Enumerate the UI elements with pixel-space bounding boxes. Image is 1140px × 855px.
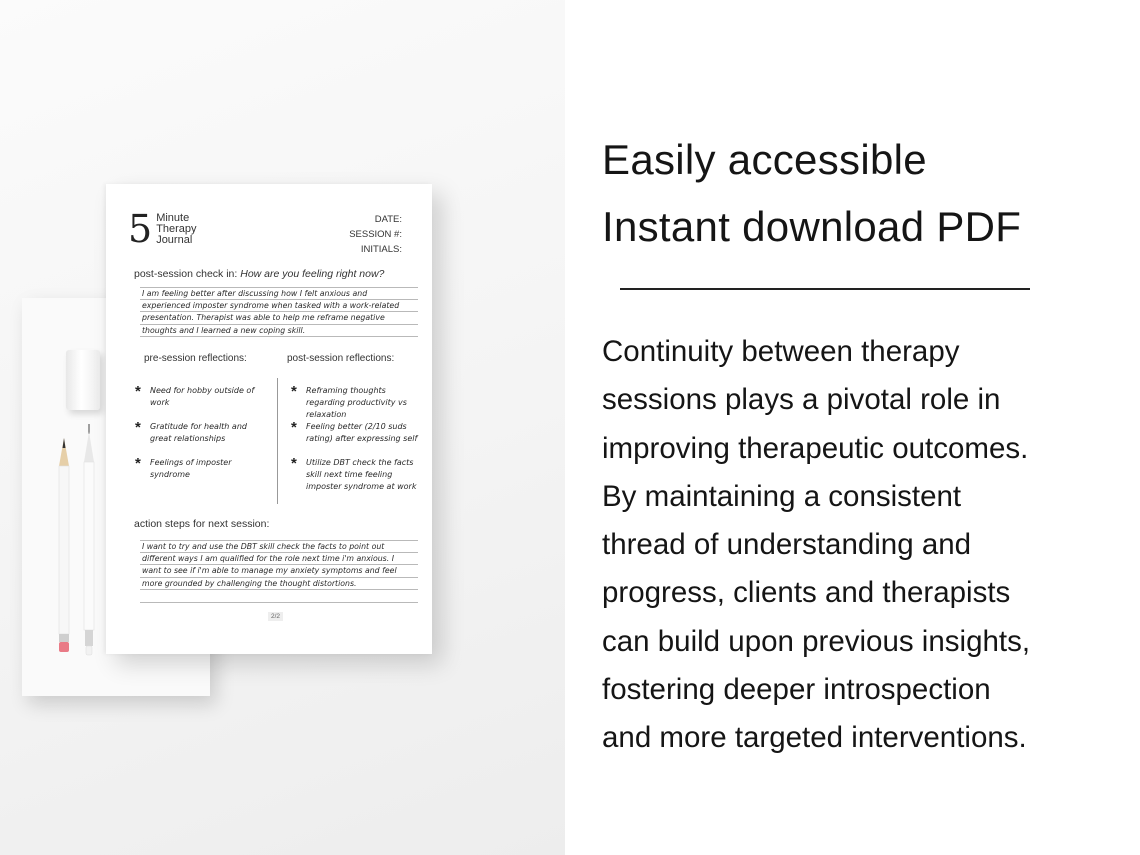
action-steps-heading: action steps for next session: [134,518,270,530]
check-in-question: How are you feeling right now? [240,268,385,280]
body-copy [602,328,1132,763]
headline [602,126,1021,260]
asterisk-icon: * [135,383,141,400]
asterisk-icon: * [291,455,297,472]
logo-line-3: Journal [156,233,193,246]
pre-reflection-text: Gratitude for health and great relationships [150,422,247,443]
action-step-line: want to see if i'm able to manage my anxiety symptoms and feel [140,565,418,578]
body-line: and more targeted interventions. [602,721,1027,755]
body-line: can build upon previous insights, [602,624,1031,658]
action-step-line: different ways I am qualified for the role next time i'm anxious. I [140,553,418,566]
asterisk-icon: * [135,419,141,436]
asterisk-icon: * [291,419,297,436]
post-reflections-heading: post-session reflections: [287,353,395,364]
post-reflection-item [291,457,423,493]
body-line: progress, clients and therapists [602,576,1011,610]
session-label: SESSION #: [349,229,402,240]
promo-panel [565,0,1140,855]
post-reflection-text: Feeling better (2/10 suds rating) after expressing self [306,422,418,443]
journal-page [106,184,432,654]
pre-reflection-item [135,385,267,409]
body-line: thread of understanding and [602,528,972,562]
pencil-mechanical [80,424,98,656]
pre-reflection-text: Need for hobby outside of work [150,386,255,407]
action-steps-lines [140,540,418,603]
pencil-wooden [56,438,72,653]
pre-reflection-item [135,457,267,481]
session-meta [349,212,402,257]
action-step-line: more grounded by challenging the thought distortions. [140,578,418,591]
journal-logo [128,207,197,251]
logo-line-2: Therapy [156,222,197,235]
check-in-line: experienced imposter syndrome when tasked with a work-related [140,300,418,313]
date-label: DATE: [374,214,402,225]
pre-reflections-heading: pre-session reflections: [144,353,247,364]
asterisk-icon: * [291,383,297,400]
check-in-line: thoughts and I learned a new coping skill. [140,325,418,338]
body-line: improving therapeutic outcomes. [602,431,1029,465]
post-reflection-item [291,421,423,445]
headline-line-1: Easily accessible [602,136,927,183]
post-reflection-text: Utilize DBT check the facts skill next time feeling imposter syndrome at work [306,458,417,491]
body-line: By maintaining a consistent [602,479,962,513]
logo-line-1: Minute [156,211,190,224]
action-step-line: I want to try and use the DBT skill check the facts to point out [140,540,418,553]
pre-reflection-item [135,421,267,445]
column-divider [277,378,278,504]
check-in-label: post-session check in: [134,268,238,280]
body-line: sessions plays a pivotal role in [602,383,1001,417]
eraser [66,350,100,410]
check-in-line: I am feeling better after discussing how I felt anxious and [140,287,418,300]
pre-reflection-text: Feelings of imposter syndrome [150,458,232,479]
logo-words [156,213,196,246]
initials-label: INITIALS: [360,244,402,255]
body-line: fostering deeper introspection [602,673,991,707]
action-step-line [140,590,418,603]
check-in-line: presentation. Therapist was able to help me reframe negative [140,312,418,325]
logo-number: 5 [128,207,153,251]
product-photo [0,0,565,855]
page-number: 2/2 [268,612,283,621]
check-in-lines [140,287,418,337]
post-reflection-text: Reframing thoughts regarding productivity vs relaxation [306,386,407,419]
headline-line-2: Instant download PDF [602,203,1022,250]
check-in-heading [134,268,384,280]
divider-rule [620,288,1030,290]
asterisk-icon: * [135,455,141,472]
post-reflection-item [291,385,423,421]
body-line: Continuity between therapy [602,335,960,368]
